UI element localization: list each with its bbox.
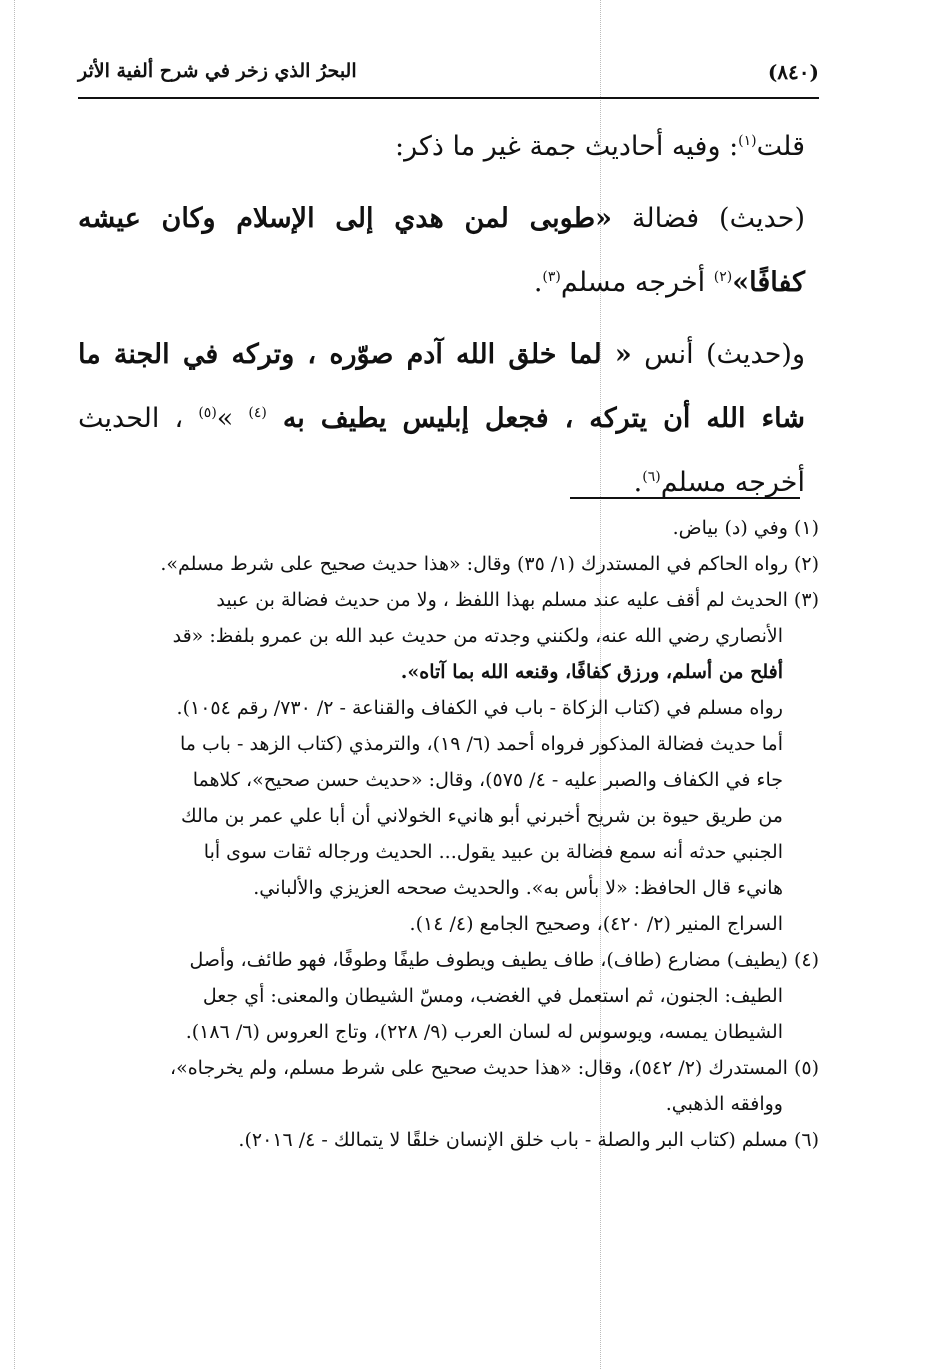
paragraph-3 (78, 323, 805, 515)
p1-prefix: قلت (756, 131, 805, 162)
paragraph-1 (78, 115, 805, 179)
footnote-3-line: جاء في الكفاف والصبر عليه - ٤/ ٥٧٥)، وقال: «حديث حسن صحيح»، كلاهما (192, 769, 783, 791)
footnote-6: (٦) مسلم (كتاب البر والصلة - باب خلق الإنسان خلقًا لا يتمالك - ٤/ ٢٠١٦). (238, 1129, 819, 1151)
ref-2: (٢) (713, 269, 733, 285)
footnote-3-line: الأنصاري رضي الله عنه، ولكنني وجدته من حديث عبد الله بن عمرو بلفظ: «قد (172, 625, 783, 647)
page-number: (٨٤٠) (767, 60, 819, 84)
footnote-3-line (78, 654, 819, 690)
book-title: البحرُ الذي زخر في شرح ألفية الأثر (78, 60, 357, 82)
p3-text: ، الحديث أخرجه مسلم (78, 403, 805, 498)
footnote-4-line: الطيف: الجنون، ثم استعمل في الغضب، ومسّ الشيطان والمعنى: أي جعل (202, 985, 783, 1007)
footnote-5-line: ووافقه الذهبي. (665, 1093, 783, 1115)
footnote-3-line: السراج المنير (٢/ ٤٢٠)، وصحيح الجامع (٤/ ١٤). (409, 913, 783, 935)
footnote-rule (570, 497, 800, 499)
footnote-3-hadith: أفلح من أسلم، ورزق كفافًا، وقنعه الله بما آتاه». (400, 661, 783, 683)
ref-1: (١) (738, 133, 757, 149)
footnote-4: (٤) (يطيف) مضارع (طاف)، طاف يطيف ويطوف طيفًا وطوفًا، فهو طائف، وأصل (189, 949, 819, 971)
footnote-3-line: هانيء قال الحافظ: «لا بأس به». والحديث صححه العزيزي والألباني. (253, 877, 783, 899)
footnote-3-line: أما حديث فضالة المذكور فرواه أحمد (٦/ ١٩)، والترمذي (كتاب الزهد - باب ما (179, 733, 783, 755)
ref-3: (٣) (542, 269, 561, 285)
p3-end: . (633, 467, 643, 498)
p3-close: » (216, 403, 249, 434)
footnotes (78, 510, 819, 1158)
header-rule (78, 97, 819, 99)
left-scan-edge (14, 0, 15, 1369)
footnote-4-line: الشيطان يمسه، ويوسوس له لسان العرب (٩/ ٢٢٨)، وتاج العروس (٦/ ١٨٦). (185, 1021, 783, 1043)
footnote-3-line: رواه مسلم في (كتاب الزكاة - باب في الكفاف والقناعة - ٢/ ٧٣٠/ رقم ١٠٥٤). (176, 697, 783, 719)
ref-4: (٤) (248, 405, 267, 421)
paragraph-2 (78, 187, 805, 315)
ref-6: (٦) (642, 469, 661, 485)
footnote-3-line: من طريق حيوة بن شريح أخبرني أبو هانيء الخولاني أن أبا علي عمر بن مالك (181, 805, 783, 827)
footnote-1: (١) وفي (د) بياض. (672, 517, 819, 539)
hadith-fadala: «طوبى لمن هدي إلى الإسلام وكان عيشه كفافًا» (78, 203, 805, 298)
footnote-3: (٣) الحديث لم أقف عليه عند مسلم بهذا اللفظ ، ولا من حديث فضالة بن عبيد (216, 589, 819, 611)
p3-prefix: و(حديث) أنس (631, 339, 805, 370)
footnote-3-line: الجنبي حدثه أنه سمع فضالة بن عبيد يقول... الحديث ورجاله ثقات سوى أبا (203, 841, 783, 863)
p2-prefix: (حديث) فضالة (611, 203, 806, 234)
p1-text: : وفيه أحاديث جمة غير ما ذكر: (395, 131, 739, 162)
p2-end: . (533, 267, 543, 298)
hadith-anas: « لما خلق الله آدم صوّره ، وتركه في الجنة ما شاء الله أن يتركه ، فجعل إبليس يطيف به (78, 339, 805, 434)
running-header (78, 58, 819, 92)
p2-text: أخرجه مسلم (560, 267, 714, 298)
footnote-5: (٥) المستدرك (٢/ ٥٤٢)، وقال: «هذا حديث صحيح على شرط مسلم، ولم يخرجاه»، (169, 1057, 819, 1079)
main-text (78, 115, 805, 515)
ref-5: (٥) (198, 405, 217, 421)
footnote-2: (٢) رواه الحاكم في المستدرك (١/ ٣٥) وقال: «هذا حديث صحيح على شرط مسلم». (160, 553, 819, 575)
